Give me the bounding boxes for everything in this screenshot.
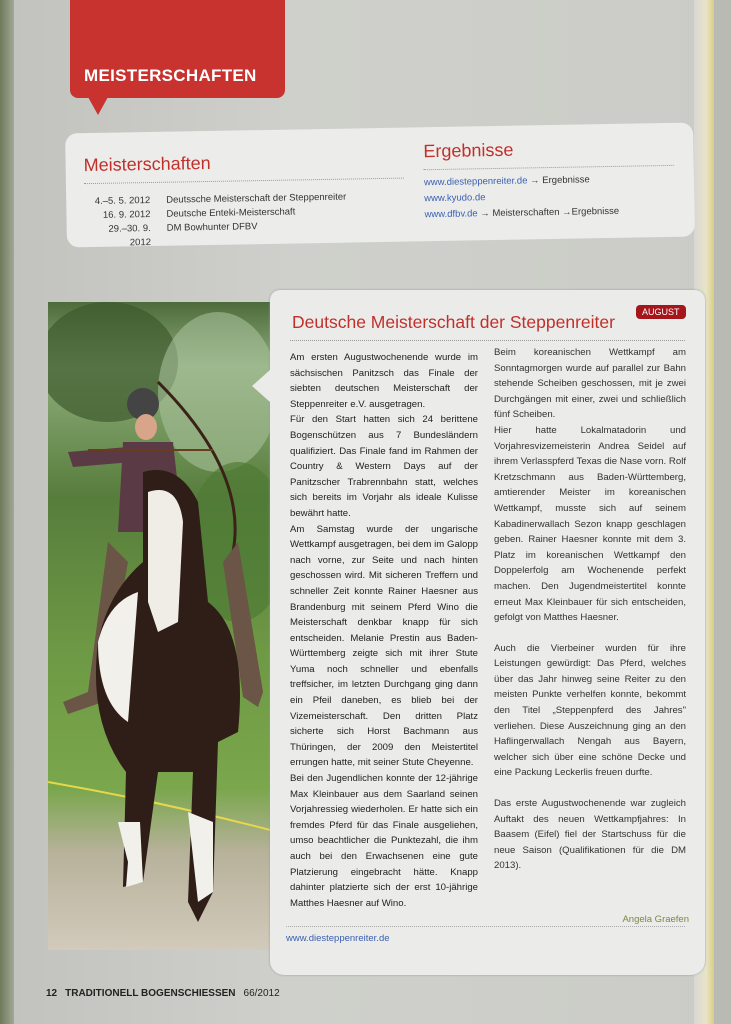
- paragraph: Am ersten Augustwochenende wurde im sächsischen Panitzsch das Finale der siebten deutschen Meisterschaft der Steppenreiter e.V. ausgetragen.: [290, 352, 478, 410]
- paragraph: Bei den Jugendlichen konnte der 12-jährige Max Kleinbauer aus dem Saarland seinen Vorjahressieg wiederholen. Er hatte sich ein fremdes Pferd für das Finale ausgeliehen, umso beachtlicher die Punktezahl, die ihm auch bei den Erwachsenen eine gute Platzierung eingebracht hätte. Knapp dahinter platzierte sich der erst 10-jährige Matthes Haesner auf Wino.: [290, 773, 478, 909]
- event-date: 16. 9. 2012: [102, 209, 151, 221]
- result-link-row: [424, 204, 619, 223]
- divider: [290, 340, 685, 341]
- result-link-row: [424, 172, 619, 191]
- paragraph: Für den Start hatten sich 24 berittene Bogenschützen aus 7 Bundesländern qualifiziert. Das Finale fand im Rahmen der Country & Western Days auf der Panitzscher Trabrennbahn statt, welches sich bereits im Vorjahr als ideale Kulisse bewährt hatte.: [290, 414, 478, 519]
- event-name: Deutsche Enteki-Meisterschaft: [166, 206, 296, 220]
- championships-infobox: [65, 123, 695, 248]
- section-tag: MEISTERSCHAFTEN: [70, 0, 285, 98]
- result-link[interactable]: www.kyudo.de: [424, 192, 486, 205]
- paragraph: Auch die Vierbeiner wurden für ihre Leistungen gewürdigt: Das Pferd, welches über das Jahr hinweg seine Reiter zu den meisten Punkte verhelfen konnte, bekommt den Titel „Steppenpferd des Jahres" verliehen. Diese Auszeichnung ging an den Haflingerwallach Nengah aus Bayern, welcher sich über eine schöne Decke und eine Packung Leckerlis freuen durfte.: [494, 642, 686, 779]
- link-path: → Meisterschaften →Ergebnisse: [480, 205, 620, 220]
- link-path: → Ergebnisse: [530, 174, 590, 187]
- divider: [84, 178, 404, 185]
- photo-illustration: [48, 302, 278, 950]
- article-column-2: [494, 345, 686, 874]
- divider: [286, 926, 685, 927]
- paragraph: Das erste Augustwochenende war zugleich Auftakt des neuen Wettkampfjahres: In Baasem (Eifel) fiel der Startschuss für die neue Saison (Qualifikationen für die DM 2013).: [494, 798, 686, 872]
- event-date: 29.–30. 9. 2012: [108, 223, 152, 249]
- divider: [424, 165, 674, 170]
- magazine-name: TRADITIONELL BOGENSCHIESSEN: [65, 988, 236, 999]
- event-date: 4.–5. 5. 2012: [94, 195, 151, 207]
- event-list: [84, 191, 347, 252]
- article-author: Angela Graefen: [622, 914, 689, 925]
- paragraph: Hier hatte Lokalmatadorin und Vorjahresvizemeisterin Andrea Seidel auf ihrem Verlasspferd Texas die Nase vorn. Rolf Kretzschmann aus Baden-Württemberg, amtierender Meister im koreanischen Wettkampf, musste sich auf seinem Kabadinerwallach Sezon knapp geschlagen geben. Rainer Haesner konnte mit dem 3. Platz im koreanischen Wettkampf den Doppelerfolg am Wochenende perfekt machen. Den Jugendmeistertitel konnte erneut Max Kleinbauer für sich entscheiden, gefolgt von Matthes Haesner.: [494, 424, 686, 624]
- article-column-1: [290, 350, 478, 911]
- horseback-archer-photo: [48, 302, 278, 950]
- results-links: [424, 172, 619, 223]
- event-row: [85, 219, 348, 252]
- result-link[interactable]: www.dfbv.de: [424, 208, 478, 221]
- issue-number: 66/2012: [243, 988, 280, 999]
- paragraph: Beim koreanischen Wettkampf am Sonntagmorgen wurde auf parallel zur Bahn stehende Scheiben geschossen, mit je zwei Durchgängen mit einer, zwei und schließlich fünf Scheiben.: [494, 347, 686, 421]
- month-badge: AUGUST: [636, 305, 686, 319]
- paragraph: Am Samstag wurde der ungarische Wettkampf ausgetragen, bei dem im Galopp nach vorne, zur Seite und nach hinten geschossen wird. Mit sicheren Treffern und schneller Zeit konnte Rainer Haesner aus Brandenburg mit seinem Pferd Wino die Meisterschaft denkbar knapp für sich entscheiden. Melanie Prestin aus Baden-Württemberg zeigte sich mit ihrer Stute Yuma noch schneller und ebenfalls treffsicher, im letzten Durchgang ging dann ein Pfeil daneben, es blieb bei der Vizemeisterschaft. Den dritten Platz sicherte sich Horst Bachmann aus Thüringen, der 2009 den Meistertitel errungen hatte, mit seiner Stute Cheyenne.: [290, 523, 478, 769]
- event-name: DM Bowhunter DFBV: [166, 221, 258, 234]
- article-link[interactable]: www.diesteppenreiter.de: [286, 933, 390, 944]
- results-heading: Ergebnisse: [423, 139, 514, 162]
- article-card: [270, 290, 705, 975]
- championships-heading: Meisterschaften: [83, 152, 211, 176]
- event-name: Deutssche Meisterschaft der Steppenreiter: [166, 191, 347, 206]
- result-link[interactable]: www.diesteppenreiter.de: [423, 175, 528, 189]
- page-footer: [46, 988, 280, 999]
- article-title: Deutsche Meisterschaft der Steppenreiter: [292, 312, 615, 332]
- page-number: 12: [46, 988, 58, 999]
